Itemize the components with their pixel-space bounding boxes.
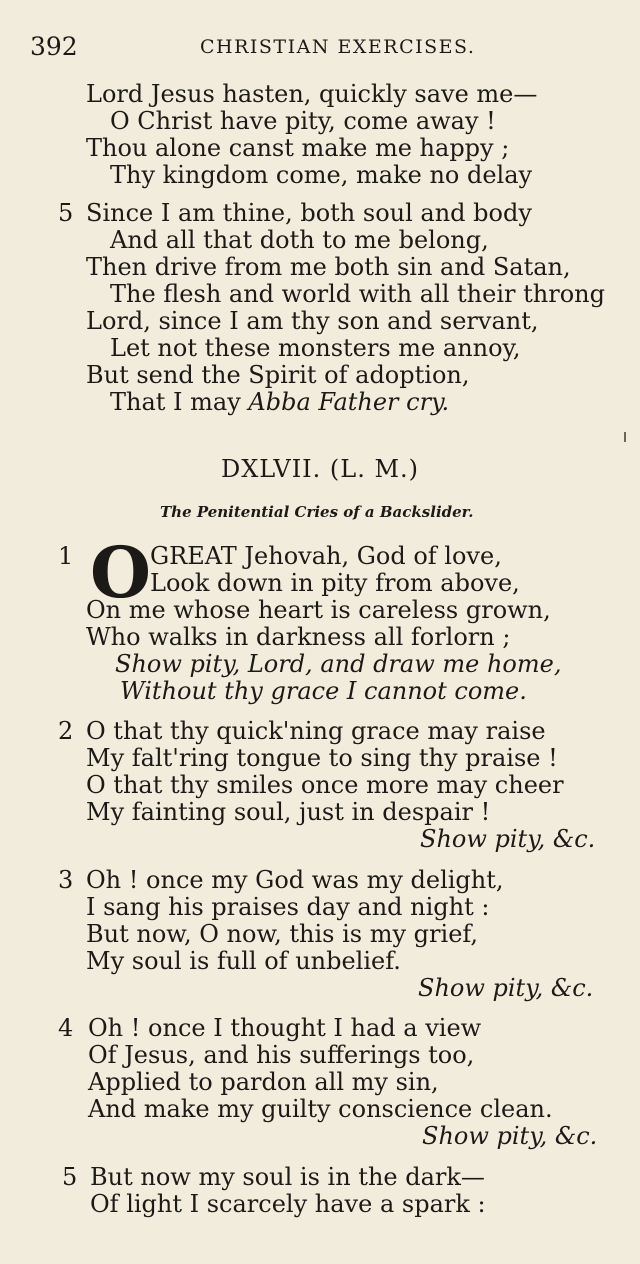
page-number: 392 [30, 32, 78, 61]
verse-line: O that thy smiles once more may cheer [86, 771, 564, 799]
stanza-number: 4 [58, 1014, 74, 1042]
verse-line: The flesh and world with all their throng [110, 280, 605, 308]
verse-line-last [110, 388, 449, 416]
stanza-number: 2 [58, 717, 74, 745]
verse-line: Oh ! once my God was my delight, [86, 866, 504, 894]
chorus-line: Without thy grace I cannot come. [120, 677, 527, 705]
stanza-number: 5 [58, 199, 74, 227]
stanza-number: 3 [58, 866, 74, 894]
hymn-title: DXLVII. (L. M.) [220, 455, 420, 483]
refrain-line: Show pity, &c. [420, 825, 596, 853]
verse-line: Look down in pity from above, [150, 569, 520, 597]
verse-line: Applied to pardon all my sin, [88, 1068, 439, 1096]
verse-line: But send the Spirit of adoption, [86, 361, 470, 389]
stanza-number: 5 [62, 1163, 78, 1191]
margin-mark [624, 432, 626, 442]
verse-line: Then drive from me both sin and Satan, [86, 253, 571, 281]
verse-italic-text: Abba Father cry. [248, 388, 450, 416]
verse-text: That I may [110, 388, 249, 416]
stanza-number: 1 [58, 542, 74, 570]
refrain-line: Show pity, &c. [422, 1122, 598, 1150]
verse-line: Of Jesus, and his sufferings too, [88, 1041, 475, 1069]
verse-line: And make my guilty conscience clean. [88, 1095, 553, 1123]
verse-line: But now, O now, this is my grief, [86, 920, 479, 948]
verse-line: O Christ have pity, come away ! [110, 107, 496, 135]
drop-cap: O [90, 531, 151, 614]
verse-line: GREAT Jehovah, God of love, [150, 542, 502, 570]
verse-line: Since I am thine, both soul and body [86, 199, 532, 227]
verse-line: O that thy quick'ning grace may raise [86, 717, 546, 745]
chorus-line: Show pity, Lord, and draw me home, [115, 650, 562, 678]
verse-line: Who walks in darkness all forlorn ; [86, 623, 511, 651]
verse-line: My soul is full of unbelief. [86, 947, 401, 975]
verse-line: Thy kingdom come, make no delay [110, 161, 533, 189]
verse-line: Let not these monsters me annoy, [110, 334, 521, 362]
verse-line: And all that doth to me belong, [110, 226, 489, 254]
verse-line: My fainting soul, just in despair ! [86, 798, 491, 826]
verse-line: Lord, since I am thy son and servant, [86, 307, 539, 335]
refrain-line: Show pity, &c. [418, 974, 594, 1002]
verse-line: But now my soul is in the dark— [90, 1163, 485, 1191]
verse-line: Oh ! once I thought I had a view [88, 1014, 482, 1042]
verse-line: Thou alone canst make me happy ; [86, 134, 510, 162]
verse-line: Of light I scarcely have a spark : [90, 1190, 486, 1218]
running-head: CHRISTIAN EXERCISES. [200, 36, 476, 58]
verse-line: My falt'ring tongue to sing thy praise ! [86, 744, 558, 772]
verse-line: Lord Jesus hasten, quickly save me— [86, 80, 538, 108]
page-header [30, 32, 640, 62]
verse-line: On me whose heart is careless grown, [86, 596, 551, 624]
hymn-subtitle: The Penitential Cries of a Backslider. [160, 503, 474, 521]
verse-line: I sang his praises day and night : [86, 893, 490, 921]
